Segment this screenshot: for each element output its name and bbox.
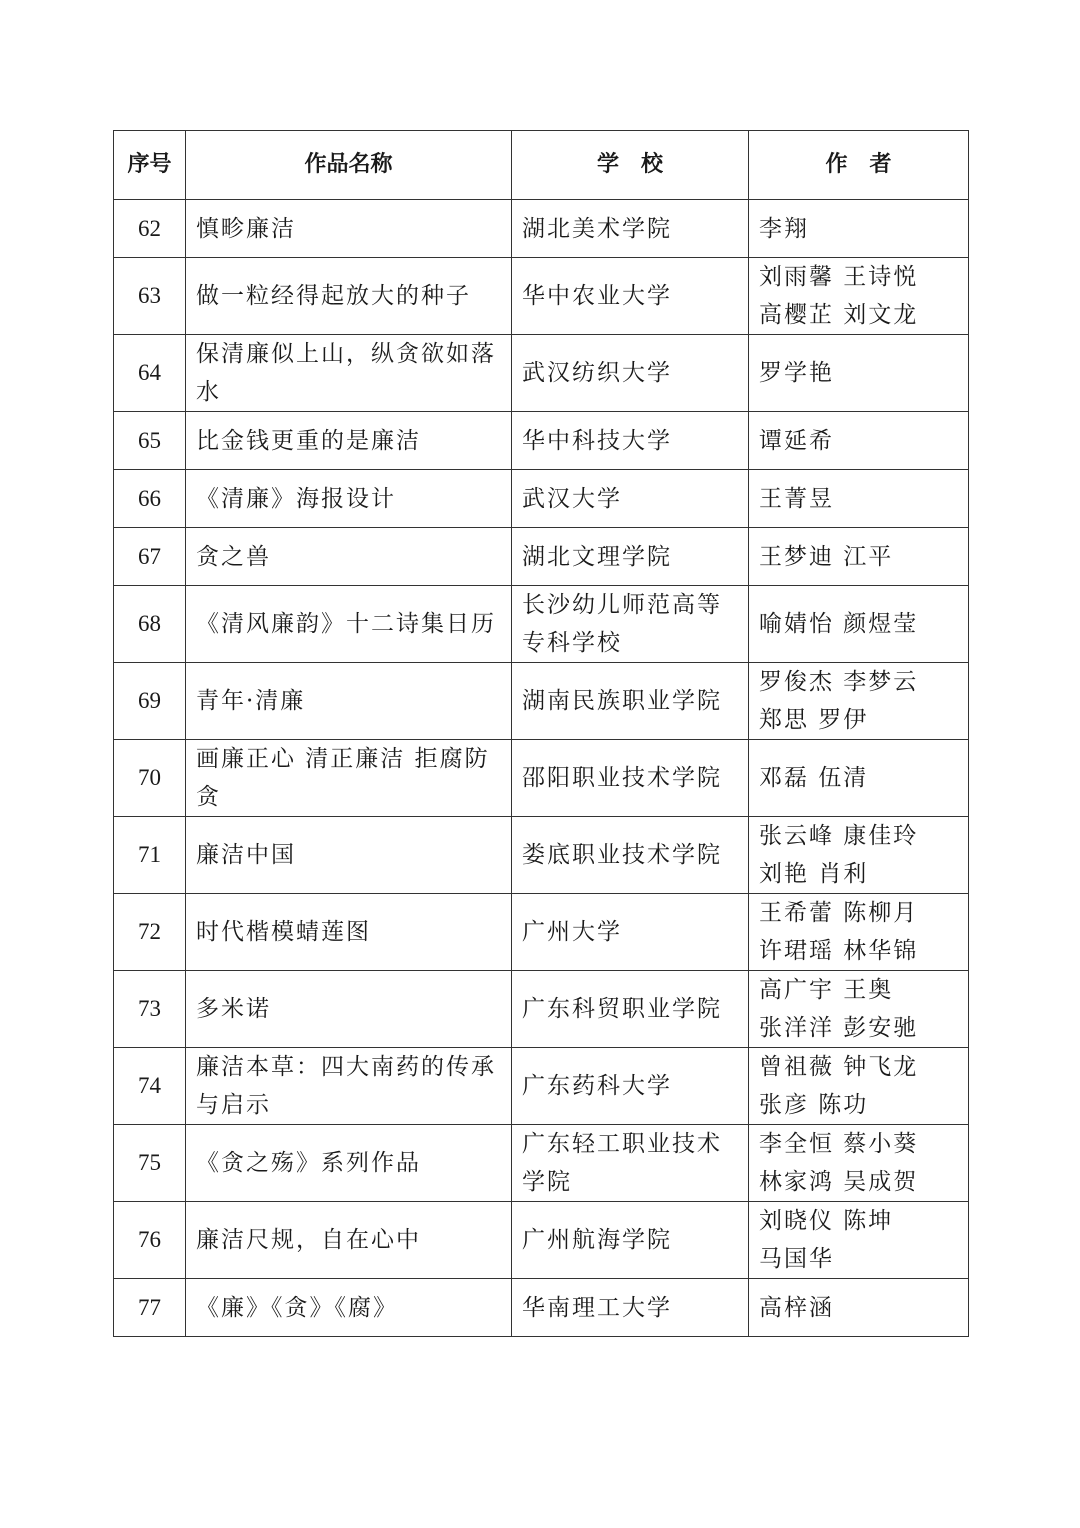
authors-cell — [749, 740, 969, 817]
work-title-line: 贪之兽 — [196, 543, 271, 570]
work-title-line: 廉洁中国 — [196, 842, 296, 868]
authors-cell — [749, 1048, 969, 1125]
row-number: 72 — [114, 894, 186, 971]
school-cell — [512, 470, 749, 528]
authors-cell — [749, 663, 969, 740]
school-line: 华中农业大学 — [522, 283, 672, 309]
table-row — [114, 258, 969, 335]
table-row — [114, 740, 969, 817]
authors-line: 马国华 — [759, 1246, 834, 1272]
authors-line: 喻婧怡 颜煜莹 — [759, 611, 919, 637]
school-cell — [512, 335, 749, 412]
row-number: 68 — [114, 586, 186, 663]
school-line: 广东药科大学 — [522, 1073, 672, 1099]
work-title-cell — [186, 412, 512, 470]
school-line: 专科学校 — [522, 630, 622, 656]
work-title-cell — [186, 200, 512, 258]
table-body — [114, 200, 969, 1337]
authors-cell — [749, 894, 969, 971]
row-number: 67 — [114, 528, 186, 586]
school-line: 湖北美术学院 — [522, 215, 672, 242]
school-line: 娄底职业技术学院 — [522, 842, 722, 868]
work-title-cell — [186, 971, 512, 1048]
authors-line: 邓磊 伍清 — [759, 765, 869, 791]
school-line: 武汉大学 — [522, 485, 622, 512]
work-title-line: 《清风廉韵》十二诗集日历 — [196, 611, 496, 637]
work-title-cell — [186, 1202, 512, 1279]
work-title-line: 《廉》《贪》《腐》 — [196, 1294, 398, 1321]
school-cell — [512, 817, 749, 894]
row-number: 65 — [114, 412, 186, 470]
row-number: 66 — [114, 470, 186, 528]
school-cell — [512, 1125, 749, 1202]
authors-line: 刘晓仪 陈坤 — [759, 1208, 894, 1234]
school-line: 湖北文理学院 — [522, 543, 672, 570]
work-title-line: 水 — [196, 379, 221, 405]
school-line: 湖南民族职业学院 — [522, 688, 722, 714]
row-number: 64 — [114, 335, 186, 412]
table-row — [114, 200, 969, 258]
school-line: 武汉纺织大学 — [522, 360, 672, 386]
authors-line: 王希蕾 陈柳月 — [759, 900, 919, 926]
table-row — [114, 971, 969, 1048]
work-title-cell — [186, 586, 512, 663]
authors-cell — [749, 971, 969, 1048]
authors-line: 王梦迪 江平 — [759, 543, 894, 570]
work-title-line: 做一粒经得起放大的种子 — [196, 283, 471, 309]
school-cell — [512, 528, 749, 586]
authors-line: 刘艳 肖利 — [759, 861, 869, 887]
row-number: 63 — [114, 258, 186, 335]
school-cell — [512, 258, 749, 335]
work-title-line: 《贪之殇》系列作品 — [196, 1150, 421, 1176]
authors-line: 张彦 陈功 — [759, 1092, 869, 1118]
table-row — [114, 412, 969, 470]
row-number: 76 — [114, 1202, 186, 1279]
row-number: 77 — [114, 1279, 186, 1337]
school-line: 广东轻工职业技术 — [522, 1131, 722, 1157]
work-title-line: 贪 — [196, 784, 221, 810]
school-line: 华南理工大学 — [522, 1294, 672, 1321]
work-title-cell — [186, 894, 512, 971]
authors-line: 张洋洋 彭安驰 — [759, 1015, 919, 1041]
authors-cell — [749, 258, 969, 335]
table-row — [114, 1202, 969, 1279]
school-cell — [512, 1279, 749, 1337]
school-cell — [512, 200, 749, 258]
row-number: 73 — [114, 971, 186, 1048]
school-cell — [512, 586, 749, 663]
work-title-cell — [186, 1125, 512, 1202]
school-line: 学院 — [522, 1169, 572, 1195]
work-title-line: 画廉正心 清正廉洁 拒腐防 — [196, 746, 490, 772]
work-title-line: 青年·清廉 — [196, 688, 306, 714]
authors-cell — [749, 1125, 969, 1202]
authors-cell — [749, 335, 969, 412]
work-title-cell — [186, 663, 512, 740]
table-row — [114, 817, 969, 894]
authors-line: 高广宇 王奥 — [759, 977, 894, 1003]
table-row — [114, 528, 969, 586]
authors-cell — [749, 470, 969, 528]
row-number: 70 — [114, 740, 186, 817]
authors-line: 郑思 罗伊 — [759, 707, 869, 733]
work-title-cell — [186, 817, 512, 894]
authors-line: 张云峰 康佳玲 — [759, 823, 919, 849]
authors-cell — [749, 200, 969, 258]
header-authors: 作 者 — [749, 131, 969, 200]
school-cell — [512, 1202, 749, 1279]
row-number: 62 — [114, 200, 186, 258]
school-line: 华中科技大学 — [522, 427, 672, 454]
authors-cell — [749, 528, 969, 586]
work-title-cell — [186, 470, 512, 528]
school-line: 广州航海学院 — [522, 1227, 672, 1253]
authors-line: 曾祖薇 钟飞龙 — [759, 1054, 919, 1080]
header-school: 学 校 — [512, 131, 749, 200]
authors-line: 刘雨馨 王诗悦 — [759, 264, 919, 290]
authors-line: 高樱芷 刘文龙 — [759, 302, 919, 328]
header-work-title: 作品名称 — [186, 131, 512, 200]
work-title-line: 廉洁尺规，自在心中 — [196, 1227, 421, 1253]
school-cell — [512, 1048, 749, 1125]
table-header-row — [114, 131, 969, 200]
school-cell — [512, 412, 749, 470]
work-title-line: 慎畛廉洁 — [196, 215, 296, 242]
authors-cell — [749, 1202, 969, 1279]
table-row — [114, 1279, 969, 1337]
work-title-line: 比金钱更重的是廉洁 — [196, 427, 421, 454]
row-number: 69 — [114, 663, 186, 740]
authors-cell — [749, 817, 969, 894]
table-row — [114, 586, 969, 663]
table-row — [114, 894, 969, 971]
authors-line: 李翔 — [759, 215, 809, 242]
work-title-line: 时代楷模蜻莲图 — [196, 919, 371, 945]
school-cell — [512, 663, 749, 740]
school-cell — [512, 894, 749, 971]
authors-cell — [749, 1279, 969, 1337]
work-title-line: 《清廉》海报设计 — [196, 485, 396, 512]
authors-line: 李全恒 蔡小葵 — [759, 1131, 919, 1157]
header-number: 序号 — [114, 131, 186, 200]
work-title-cell — [186, 335, 512, 412]
row-number: 74 — [114, 1048, 186, 1125]
school-cell — [512, 740, 749, 817]
work-title-line: 廉洁本草：四大南药的传承 — [196, 1054, 496, 1080]
authors-line: 许珺瑶 林华锦 — [759, 938, 919, 964]
work-title-line: 多米诺 — [196, 996, 271, 1022]
authors-line: 谭延希 — [759, 427, 834, 454]
authors-line: 罗俊杰 李梦云 — [759, 669, 919, 695]
row-number: 75 — [114, 1125, 186, 1202]
authors-line: 王菁昱 — [759, 485, 834, 512]
work-title-cell — [186, 258, 512, 335]
school-cell — [512, 971, 749, 1048]
authors-line: 林家鸿 吴成贺 — [759, 1169, 919, 1195]
work-title-cell — [186, 528, 512, 586]
table-row — [114, 1125, 969, 1202]
table-row — [114, 663, 969, 740]
work-title-line: 保清廉似上山，纵贪欲如落 — [196, 341, 496, 367]
table-row — [114, 335, 969, 412]
work-title-cell — [186, 1048, 512, 1125]
table-row — [114, 470, 969, 528]
authors-line: 罗学艳 — [759, 360, 834, 386]
work-title-cell — [186, 1279, 512, 1337]
authors-line: 高梓涵 — [759, 1294, 834, 1321]
school-line: 广州大学 — [522, 919, 622, 945]
work-title-cell — [186, 740, 512, 817]
work-title-line: 与启示 — [196, 1092, 271, 1118]
row-number: 71 — [114, 817, 186, 894]
table-row — [114, 1048, 969, 1125]
authors-cell — [749, 586, 969, 663]
school-line: 广东科贸职业学院 — [522, 996, 722, 1022]
school-line: 长沙幼儿师范高等 — [522, 592, 722, 618]
school-line: 邵阳职业技术学院 — [522, 765, 722, 791]
authors-cell — [749, 412, 969, 470]
award-table — [113, 130, 969, 1337]
